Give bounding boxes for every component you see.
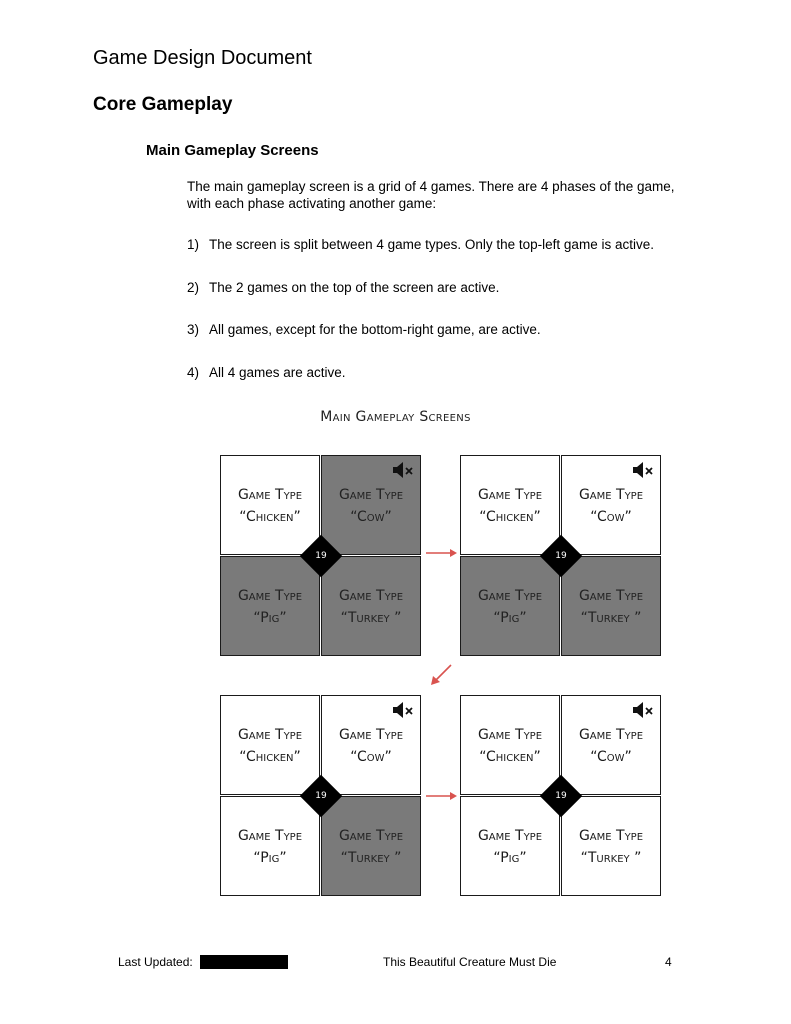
game-quadrant-chicken bbox=[460, 695, 560, 795]
game-type-label: Game Type “Turkey ” bbox=[338, 828, 404, 866]
mute-speaker-icon[interactable] bbox=[632, 461, 654, 479]
gameplay-screen-phase-2 bbox=[460, 455, 663, 658]
game-quadrant-turkey bbox=[321, 796, 421, 896]
game-quadrant-cow bbox=[561, 695, 661, 795]
section-heading: Core Gameplay bbox=[93, 94, 233, 115]
gameplay-screen-phase-3 bbox=[220, 695, 423, 898]
intro-paragraph: The main gameplay screen is a grid of 4 games. There are 4 phases of the game, with each phase activating another game: bbox=[187, 179, 675, 211]
redacted-date bbox=[200, 955, 288, 969]
mute-speaker-icon[interactable] bbox=[392, 701, 414, 719]
arrow-icon bbox=[424, 546, 458, 560]
game-quadrant-pig bbox=[220, 796, 320, 896]
game-type-label: Game Type “Pig” bbox=[477, 588, 543, 626]
figure-title: Main Gameplay Screens bbox=[320, 409, 471, 425]
mute-speaker-icon[interactable] bbox=[632, 701, 654, 719]
game-type-label: Game Type “Pig” bbox=[237, 828, 303, 866]
game-quadrant-chicken bbox=[220, 695, 320, 795]
game-quadrant-pig bbox=[460, 556, 560, 656]
gameplay-screen-phase-4 bbox=[460, 695, 663, 898]
mute-speaker-icon[interactable] bbox=[392, 461, 414, 479]
list-item: 4) All 4 games are active. bbox=[187, 365, 346, 380]
game-type-label: Game Type “Turkey ” bbox=[578, 828, 644, 866]
game-type-label: Game Type “Cow” bbox=[338, 727, 404, 765]
game-quadrant-pig bbox=[460, 796, 560, 896]
timer-value: 19 bbox=[555, 791, 567, 801]
game-type-label: Game Type “Pig” bbox=[237, 588, 303, 626]
gameplay-screen-phase-1 bbox=[220, 455, 423, 658]
arrow-icon bbox=[424, 789, 458, 803]
timer-value: 19 bbox=[315, 791, 327, 801]
game-quadrant-cow bbox=[561, 455, 661, 555]
subsection-heading: Main Gameplay Screens bbox=[146, 142, 319, 159]
list-item: 1) The screen is split between 4 game types. Only the top-left game is active. bbox=[187, 237, 654, 252]
game-type-label: Game Type “Chicken” bbox=[477, 727, 543, 765]
page-number: 4 bbox=[665, 955, 672, 969]
game-quadrant-pig bbox=[220, 556, 320, 656]
game-quadrant-turkey bbox=[321, 556, 421, 656]
game-type-label: Game Type “Chicken” bbox=[237, 487, 303, 525]
game-type-label: Game Type “Pig” bbox=[477, 828, 543, 866]
game-type-label: Game Type “Turkey ” bbox=[338, 588, 404, 626]
game-quadrant-cow bbox=[321, 455, 421, 555]
list-item: 2) The 2 games on the top of the screen are active. bbox=[187, 280, 500, 295]
game-quadrant-turkey bbox=[561, 796, 661, 896]
footer-game-name: This Beautiful Creature Must Die bbox=[383, 955, 557, 969]
game-type-label: Game Type “Chicken” bbox=[477, 487, 543, 525]
game-quadrant-chicken bbox=[220, 455, 320, 555]
game-quadrant-turkey bbox=[561, 556, 661, 656]
game-quadrant-cow bbox=[321, 695, 421, 795]
game-type-label: Game Type “Chicken” bbox=[237, 727, 303, 765]
game-type-label: Game Type “Turkey ” bbox=[578, 588, 644, 626]
game-type-label: Game Type “Cow” bbox=[338, 487, 404, 525]
game-type-label: Game Type “Cow” bbox=[578, 727, 644, 765]
last-updated-label: Last Updated: bbox=[118, 955, 193, 969]
game-quadrant-chicken bbox=[460, 455, 560, 555]
arrow-icon bbox=[428, 662, 454, 688]
document-title: Game Design Document bbox=[93, 47, 312, 69]
list-item: 3) All games, except for the bottom-right game, are active. bbox=[187, 322, 541, 337]
game-type-label: Game Type “Cow” bbox=[578, 487, 644, 525]
timer-value: 19 bbox=[315, 551, 327, 561]
timer-value: 19 bbox=[555, 551, 567, 561]
